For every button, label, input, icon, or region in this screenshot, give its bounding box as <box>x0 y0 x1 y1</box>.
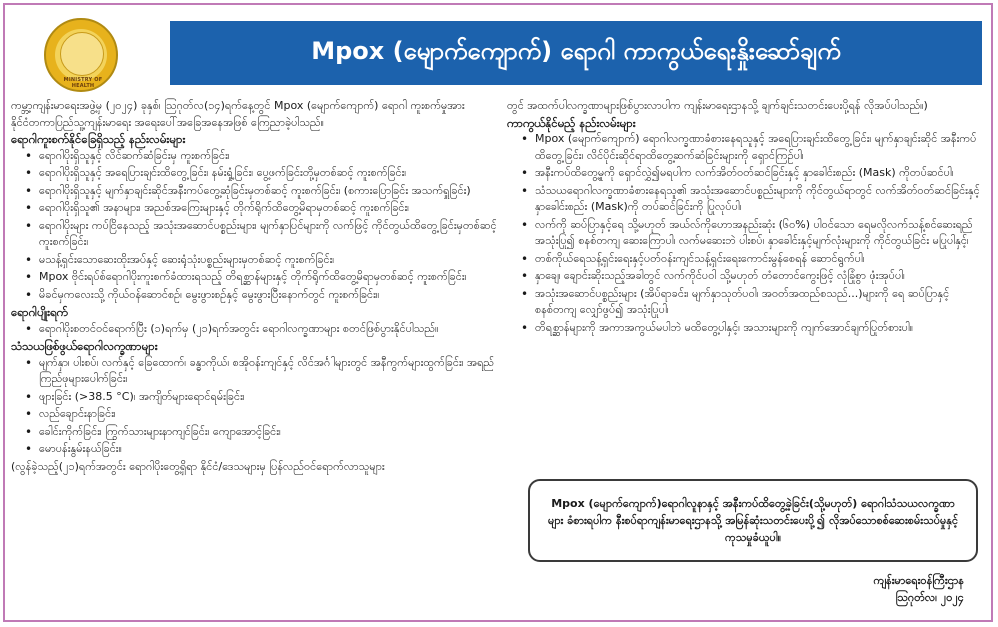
issue-date: ဩဂုတ်လ၊ ၂၀၂၄ <box>895 591 964 604</box>
list-item: • Mpox (မျောက်ကျောက်) ရောဂါလက္ခဏာခံစားနေရသူနှင့် အရေပြားချင်းထိတွေ့ခြင်း၊ မျက်နှာချင်းဆိုင် အနီးကပ်ထိတွေ့ခြင်း၊ လိင်ပိုင်းဆိုင်ရာထိတွေ့ဆက်ဆံခြင်းများကို ရှောင်ကြဉ်ပါ၊ <box>535 131 983 164</box>
page-title: Mpox (မျောက်ကျောက်) ရောဂါ ကာကွယ်ရေးနှိုးဆော်ချက် <box>311 37 841 65</box>
signature-block <box>874 572 964 606</box>
travel-note-continuation: တွင် အထက်ပါလက္ခဏာများဖြစ်ပွားလာပါက ကျန်းမာရေးဌာနသို့ ချက်ချင်းသတင်းပေးပို့ရန် လိုအပ်ပါသည်။) <box>507 99 928 112</box>
list-item: • ရောဂါပိုးစတင်ဝင်ရောက်ပြီး (၁)ရက်မှ (၂၁)ရက်အတွင်း ရောဂါလက္ခဏာများ စတင်ဖြစ်ပွားနိုင်ပါသည်။ <box>39 321 497 338</box>
list-item: • ရောဂါပိုးရှိသူနှင့် မျက်နှာချင်းဆိုင်အနီးကပ်တွေ့ဆုံခြင်းမှတစ်ဆင့် ကူးစက်ခြင်း၊ (စကားပြောခြင်း အသက်ရှူခြင်း) <box>39 183 497 200</box>
ministry-name: ကျန်းမာရေးဝန်ကြီးဌာန <box>873 574 964 587</box>
transmission-list <box>11 148 497 304</box>
list-item: • လက်ကို ဆပ်ပြာနှင့်ရေ သို့မဟုတ် အယ်လ်ကိုဟောအနည်းဆုံး (၆၀%) ပါဝင်သော ရေမလိုလက်သန့်စင်ဆေးရည် အသုံးပြု၍ စနစ်တကျ ဆေးကြောပါ၊ လက်မဆေးဘဲ ပါးစပ်၊ နှာခေါင်းနှင့်မျက်လုံးများကို ကိုင်တွယ်ခြင်း မပြုပါနှင့်၊ <box>535 217 983 250</box>
symptoms-list <box>11 355 497 458</box>
list-item: • Mpox ဗိုင်းရပ်စ်ရောဂါပိုးကူးစက်ခံထားရသည့် တိရစ္ဆာန်များနှင့် တိုက်ရိုက်ထိတွေ့မိရာမှတစ်ဆင့် ကူးစက်ခြင်း၊ <box>39 269 497 286</box>
left-column <box>11 98 497 475</box>
travel-note: (လွန်ခဲ့သည့်(၂၁)ရက်အတွင်း ရောဂါပိုးတွေ့ရှိရာ နိုင်ငံ/ဒေသများမှ ပြန်လည်ဝင်ရောက်လာသူများ <box>11 459 385 473</box>
list-item: • ဖျားခြင်း (>38.5 °C)၊ အကျိတ်များရောင်ရမ်းခြင်း၊ <box>39 389 497 406</box>
list-item: • နှာချေ၊ ချောင်းဆိုးသည့်အခါတွင် လက်ကိုင်ပဝါ သို့မဟုတ် တံတောင်ကွေးဖြင့် လုံခြုံစွာ ဖုံးအုပ်ပါ၊ <box>535 268 983 285</box>
incubation-list <box>11 321 497 338</box>
list-item: • မောပန်းနွမ်းနယ်ခြင်း။ <box>39 441 497 458</box>
list-item: • အသုံးအဆောင်ပစ္စည်းများ (အိပ်ရာခင်း၊ မျက်နှာသုတ်ပဝါ၊ အဝတ်အထည်စသည်...)များကို ရေ ဆပ်ပြာနှင့် စနစ်တကျ လျှော်ဖွပ်၍ အသုံးပြုပါ၊ <box>535 286 983 319</box>
list-item: • အနီးကပ်ထိတွေ့မှုကို ရှောင်လွှဲ၍မရပါက လက်အိတ်ဝတ်ဆင်ခြင်းနှင့် နှာခေါင်းစည်း (Mask) ကိုတပ်ဆင်ပါ၊ <box>535 165 983 182</box>
logo-emblem-icon <box>60 32 104 76</box>
list-item: • လည်ချောင်းနာခြင်း၊ <box>39 406 497 423</box>
list-item: • တိရစ္ဆာန်များကို အကာအကွယ်မပါဘဲ မထိတွေ့ပါနှင့်၊ အသားများကို ကျက်အောင်ချက်ပြုတ်စားပါ။ <box>535 320 983 337</box>
right-column <box>507 98 983 337</box>
list-item: • ရောဂါပိုးရှိသူနှင့် လိင်ဆက်ဆံခြင်းမှ ကူးစက်ခြင်း၊ <box>39 148 497 165</box>
symptoms-heading: သံသယဖြစ်ဖွယ်ရောဂါလက္ခဏာများ <box>11 339 158 353</box>
transmission-heading: ရောဂါကူးစက်နိုင်ခြေရှိသည့် နည်းလမ်းများ <box>11 132 186 146</box>
list-item: • ရောဂါပိုးရှိသူ၏ အနာများ၊ အညစ်အကြေးများနှင့် တိုက်ရိုက်ထိတွေ့မိရာမှတစ်ဆင့် ကူးစက်ခြင်း၊ <box>39 200 497 217</box>
list-item: • သံသယရောဂါလက္ခဏာခံစားနေရသူ၏ အသုံးအဆောင်ပစ္စည်းများကို ကိုင်တွယ်ရာတွင် လက်အိတ်ဝတ်ဆင်ခြင်းနှင့် နှာခေါင်းစည်း (Mask)ကို တပ်ဆင်ခြင်းကို ပြုလုပ်ပါ၊ <box>535 183 983 216</box>
list-item: • မသန့်ရှင်းသောဆေးထိုးအပ်နှင့် ဆေးရုံသုံးပစ္စည်းများမှတစ်ဆင့် ကူးစက်ခြင်း၊ <box>39 252 497 269</box>
notice-box <box>528 479 978 562</box>
ministry-of-health-logo <box>44 18 118 92</box>
prevention-heading: ကာကွယ်နိုင်မည့် နည်းလမ်းများ <box>507 115 636 130</box>
list-item: • ရောဂါပိုးရှိသူနှင့် အရေပြားချင်းထိတွေ့ခြင်း၊ နမ်းရှုံ့ခြင်း၊ ပွေ့ဖက်ခြင်းတို့မှတစ်ဆင့် ကူးစက်ခြင်း၊ <box>39 165 497 182</box>
list-item: • မျက်နှာ၊ ပါးစပ်၊ လက်နှင့် ခြေထောက်၊ ခန္ဓာကိုယ်၊ စအိုဝန်းကျင်နှင့် လိင်အင်္ဂါများတွင် အနီကွက်များထွက်ခြင်း၊ အရည်ကြည်ဖုများပေါက်ခြင်း၊ <box>39 355 497 388</box>
list-item: • ခေါင်းကိုက်ခြင်း၊ ကြွက်သားများနာကျင်ခြင်း၊ ကျောအောင့်ခြင်း၊ <box>39 424 497 441</box>
list-item: • တစ်ကိုယ်ရေသန့်ရှင်းရေးနှင့်ပတ်ဝန်းကျင်သန့်ရှင်းရေးကောင်းမွန်စေရန် ဆောင်ရွက်ပါ၊ <box>535 251 983 268</box>
page-title-banner <box>170 21 982 85</box>
logo-text: MINISTRY OF HEALTH <box>63 77 103 89</box>
prevention-list <box>507 131 983 336</box>
list-item: • ရောဂါပိုးများ ကပ်ငြိနေသည့် အသုံးအဆောင်ပစ္စည်းများ၊ မျက်နှာပြင်များကို လက်ဖြင့် ကိုင်တွယ်ထိတွေ့ခြင်းမှတစ်ဆင့် ကူးစက်ခြင်း၊ <box>39 218 497 251</box>
notice-text: Mpox (မျောက်ကျောက်)ရောဂါလူနာနှင့် အနီးကပ်ထိတွေ့ခဲ့ခြင်း(သို့မဟုတ်) ရောဂါသံသယလက္ခဏာများ ခံစားရပါက နီးစပ်ရာကျန်းမာရေးဌာနသို့ အမြန်ဆုံးသတင်းပေးပို့၍ လိုအပ်သောစစ်ဆေးစမ်းသပ်မှုနှင့် ကုသမှုခံယူပါ။ <box>547 497 959 544</box>
intro-paragraph: ကမ္ဘာ့ကျန်းမာရေးအဖွဲ့မှ (၂၀၂၄) ခုနှစ်၊ ဩဂုတ်လ(၁၄)ရက်နေ့တွင် Mpox (မျောက်ကျောက်) ရောဂါ ကူးစက်မှုအား နိုင်ငံတကာပြည်သူ့ကျန်းမာရေး အရေးပေါ်အခြေအနေအဖြစ် ကြေညာခဲ့ပါသည်။ <box>11 99 465 129</box>
incubation-heading: ရောဂါပျိုးရက် <box>11 305 68 319</box>
list-item: • မိခင်မှကလေးသို့ ကိုယ်ဝန်ဆောင်စဉ်၊ မွေးဖွားစဉ်နှင့် မွေးဖွားပြီးနောက်တွင် ကူးစက်ခြင်း။ <box>39 287 497 304</box>
